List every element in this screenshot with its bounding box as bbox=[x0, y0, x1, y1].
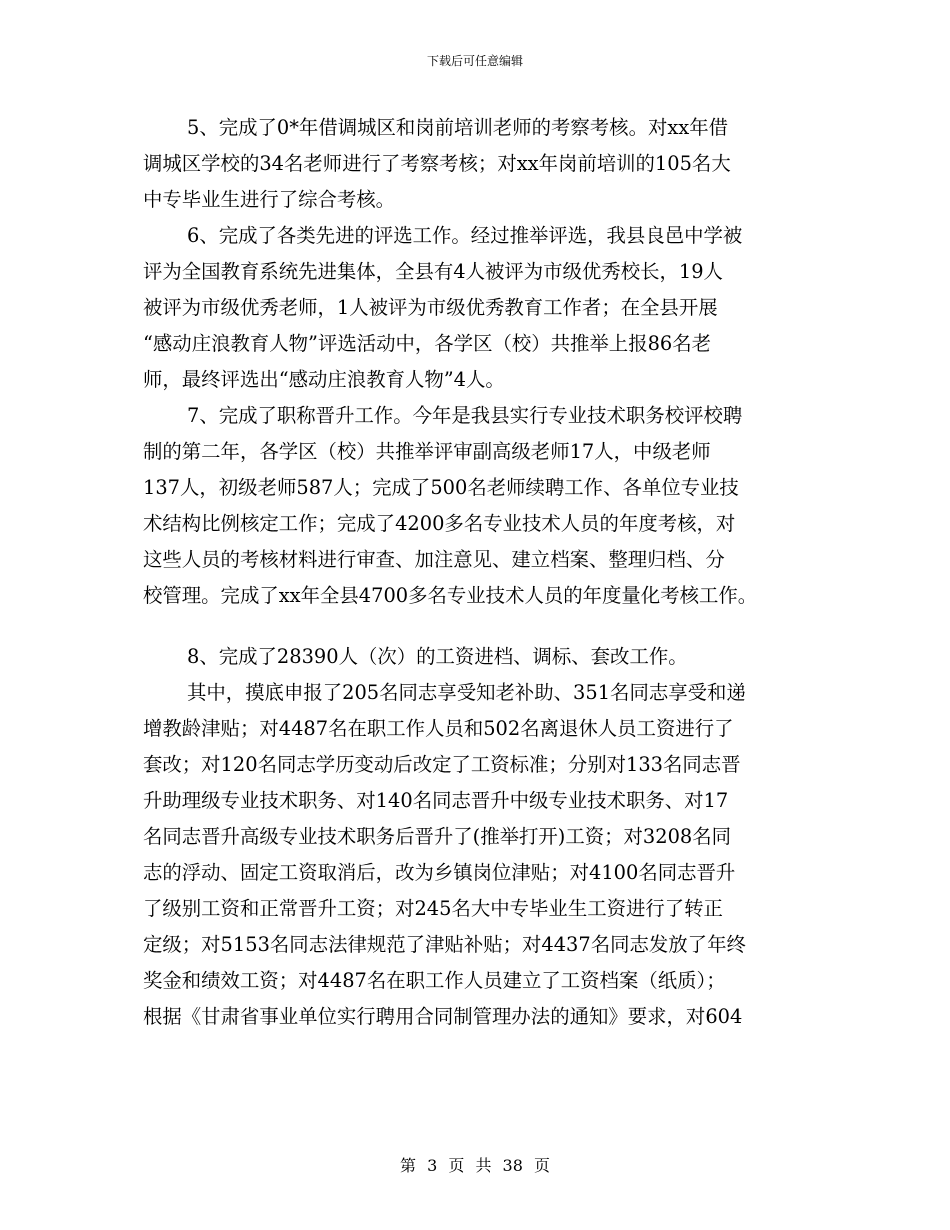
document-body bbox=[143, 110, 833, 1035]
text-line: 名同志晋升高级专业技术职务后晋升了(推举打开)工资；对3208名同 bbox=[143, 825, 732, 848]
text-line: 定级；对5153名同志法律规范了津贴补贴；对4437名同志发放了年终 bbox=[143, 933, 746, 956]
paragraph-5 bbox=[143, 110, 833, 218]
text-line: 被评为市级优秀老师，1人被评为市级优秀教育工作者；在全县开展 bbox=[143, 296, 718, 319]
text-line: 校管理。完成了xx年全县4700多名专业技术人员的年度量化考核工作。 bbox=[143, 584, 758, 607]
text-line: 中专毕业生进行了综合考核。 bbox=[143, 188, 396, 211]
text-line: 奖金和绩效工资；对4487名在职工作人员建立了工资档案（纸质）； bbox=[143, 969, 726, 992]
text-line: 升助理级专业技术职务、对140名同志晋升中级专业技术职务、对17 bbox=[143, 789, 729, 812]
page-header: 下载后可任意编辑 bbox=[426, 54, 523, 68]
text-line: 评为全国教育系统先进集体，全县有4人被评为市级优秀校长，19人 bbox=[143, 260, 723, 283]
paragraph-8 bbox=[143, 639, 833, 675]
paragraph-6 bbox=[143, 218, 833, 398]
text-line: 了级别工资和正常晋升工资；对245名大中专毕业生工资进行了转正 bbox=[143, 897, 723, 920]
text-line: 8、完成了28390人（次）的工资进档、调标、套改工作。 bbox=[187, 645, 688, 668]
text-line: 7、完成了职称晋升工作。今年是我县实行专业技术职务校评校聘 bbox=[187, 404, 743, 427]
text-line: 师，最终评选出“感动庄浪教育人物”4人。 bbox=[143, 368, 505, 391]
text-line: 根据《甘肃省事业单位实行聘用合同制管理办法的通知》要求，对604 bbox=[143, 1005, 743, 1028]
text-line: 5、完成了0*年借调城区和岗前培训老师的考察考核。对xx年借 bbox=[187, 116, 729, 139]
text-line: “感动庄浪教育人物”评选活动中，各学区（校）共推举上报86名老 bbox=[143, 332, 712, 355]
paragraph-details bbox=[143, 675, 833, 1035]
text-line: 志的浮动、固定工资取消后，改为乡镇岗位津贴；对4100名同志晋升 bbox=[143, 861, 736, 884]
text-line: 137人，初级老师587人；完成了500名老师续聘工作、各单位专业技 bbox=[143, 476, 739, 499]
text-line: 其中，摸底申报了205名同志享受知老补助、351名同志享受和递 bbox=[187, 681, 746, 704]
text-line: 制的第二年，各学区（校）共推举评审副高级老师17人，中级老师 bbox=[143, 440, 711, 463]
text-line: 调城区学校的34名老师进行了考察考核；对xx年岗前培训的105名大 bbox=[143, 152, 731, 175]
text-line: 术结构比例核定工作；完成了4200多名专业技术人员的年度考核，对 bbox=[143, 512, 736, 535]
paragraph-spacer bbox=[143, 614, 833, 639]
text-line: 6、完成了各类先进的评选工作。经过推举评选，我县良邑中学被 bbox=[187, 224, 743, 247]
page-number: 第 3 页 共 38 页 bbox=[400, 1156, 550, 1175]
text-line: 增教龄津贴；对4487名在职工作人员和502名离退休人员工资进行了 bbox=[143, 717, 734, 740]
text-line: 这些人员的考核材料进行审查、加注意见、建立档案、整理归档、分 bbox=[143, 548, 725, 571]
paragraph-7 bbox=[143, 398, 833, 614]
text-line: 套改；对120名同志学历变动后改定了工资标准；分别对133名同志晋 bbox=[143, 753, 741, 776]
